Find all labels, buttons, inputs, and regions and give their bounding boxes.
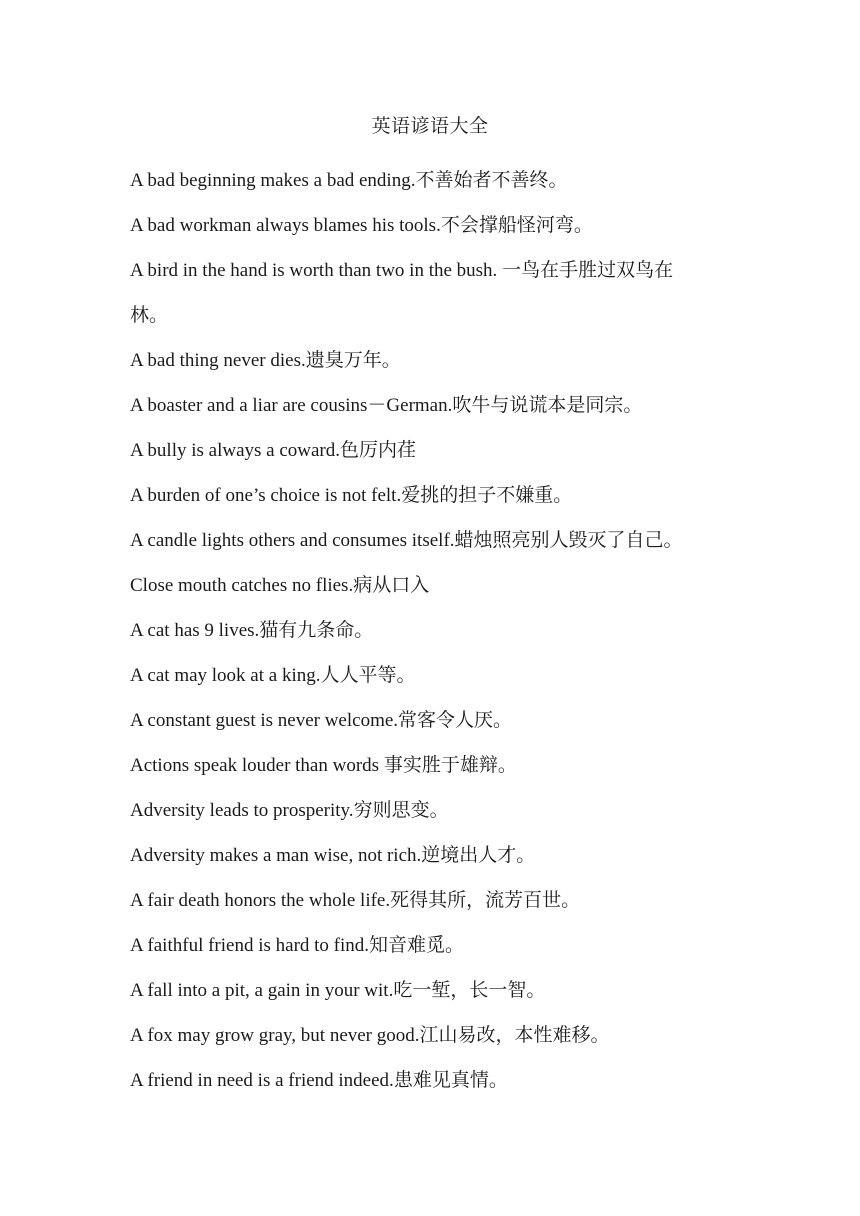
proverb-english: A bad thing never dies. [130,350,306,371]
proverb-line [130,788,740,833]
proverb-chinese-continuation: 林。 [130,305,169,326]
proverb-english: A burden of one’s choice is not felt. [130,485,402,506]
proverb-chinese: 不会撑船怪河弯。 [440,215,593,236]
proverb-english: A bad workman always blames his tools. [130,215,441,236]
proverb-chinese: 蜡烛照亮别人毁灭了自己。 [454,530,683,551]
proverb-chinese: 患难见真情。 [393,1070,508,1091]
proverb-line [130,1058,740,1103]
proverb-english: A bird in the hand is worth than two in the bush. [130,260,498,281]
proverb-chinese: 人人平等。 [320,665,416,686]
document-title: 英语谚语大全 [371,116,489,137]
proverb-english: A friend in need is a friend indeed. [130,1070,394,1091]
proverb-line [130,653,740,698]
proverb-chinese: 吹牛与说谎本是同宗。 [452,395,643,416]
proverb-line [130,248,740,293]
proverb-chinese: 遗臭万年。 [305,350,401,371]
proverb-line [130,383,740,428]
proverb-line [130,518,740,563]
proverb-english: Close mouth catches no flies. [130,575,354,596]
proverb-line [130,563,740,608]
proverb-line [130,428,740,473]
proverb-chinese: 死得其所，流芳百世。 [390,890,581,911]
proverb-chinese: 不善始者不善终。 [415,170,568,191]
proverb-english: A bully is always a coward. [130,440,341,461]
proverb-chinese: 知音难觅。 [369,935,465,956]
proverb-line [130,203,740,248]
proverb-chinese: 爱挑的担子不嫌重。 [401,485,573,506]
proverb-chinese: 病从口入 [353,575,430,596]
proverb-line [130,743,740,788]
proverb-english: Adversity makes a man wise, not rich. [130,845,422,866]
proverb-line [130,158,740,203]
proverb-line [130,923,740,968]
proverb-line [130,968,740,1013]
proverb-line [130,473,740,518]
proverb-english: A bad beginning makes a bad ending. [130,170,416,191]
proverb-chinese: 事实胜于雄辩。 [383,755,517,776]
proverb-list [130,158,740,1103]
proverb-line [130,1013,740,1058]
proverb-chinese: 穷则思变。 [353,800,449,821]
proverb-chinese: 江山易改，本性难移。 [419,1025,610,1046]
proverb-chinese: 色厉内荏 [340,440,417,461]
proverb-english: A cat may look at a king. [130,665,321,686]
proverb-english: A boaster and a liar are cousins－German. [130,395,453,416]
proverb-line [130,338,740,383]
proverb-line [130,833,740,878]
proverb-chinese: 猫有九条命。 [259,620,374,641]
proverb-english: A fox may grow gray, but never good. [130,1025,420,1046]
proverb-english: A fair death honors the whole life. [130,890,391,911]
proverb-chinese: 逆境出人才。 [421,845,536,866]
proverb-chinese: 吃一堑，长一智。 [393,980,546,1001]
proverb-line [130,878,740,923]
proverb-chinese: 常客令人厌。 [398,710,513,731]
proverb-line [130,698,740,743]
proverb-english: A constant guest is never welcome. [130,710,399,731]
proverb-english: A fall into a pit, a gain in your wit. [130,980,394,1001]
proverb-chinese: 一鸟在手胜过双鸟在 [497,260,674,281]
proverb-english: Actions speak louder than words [130,755,384,776]
proverb-english: A faithful friend is hard to find. [130,935,370,956]
proverb-english: Adversity leads to prosperity. [130,800,354,821]
proverb-english: A candle lights others and consumes itself. [130,530,455,551]
proverb-english: A cat has 9 lives. [130,620,260,641]
proverb-line-continuation [130,293,740,338]
proverb-line [130,608,740,653]
